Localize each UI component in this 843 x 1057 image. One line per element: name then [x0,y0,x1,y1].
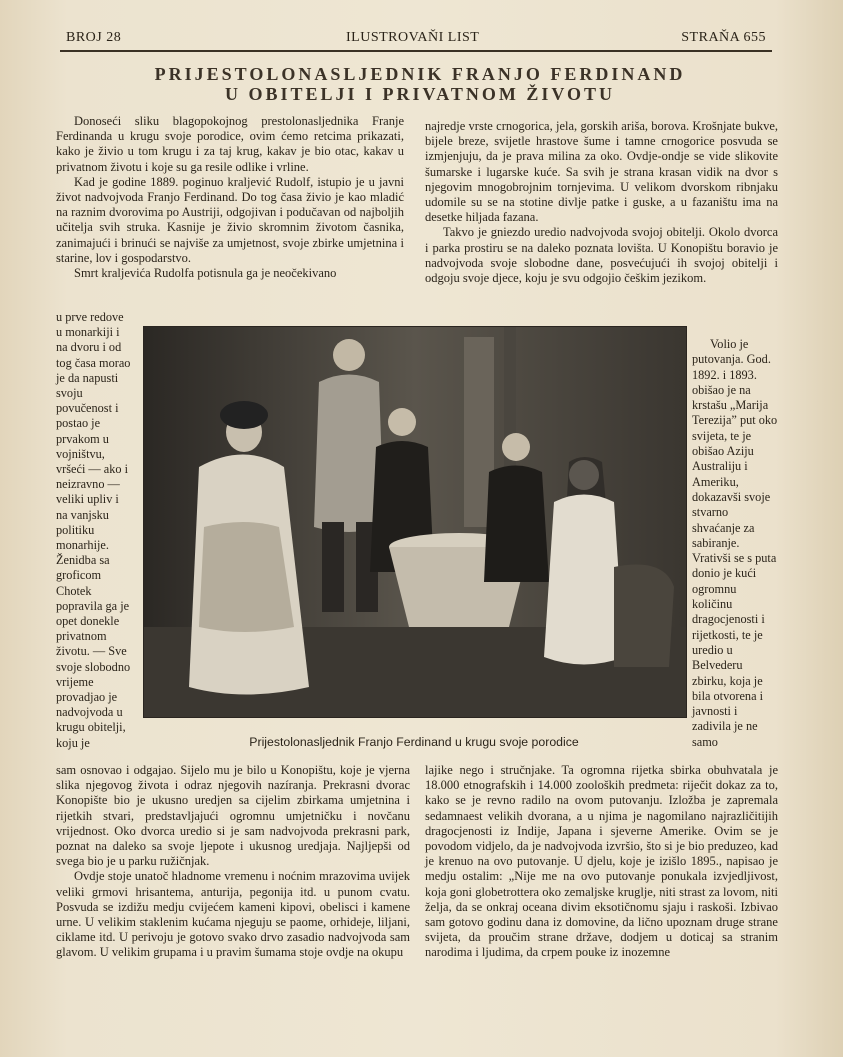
page-number: STRAŇA 655 [681,30,766,45]
title-line-2: U OBITELJI I PRIVATNOM ŽIVOTU [224,84,616,104]
header-rule [60,50,772,52]
paragraph: u prve redove u monarkiji i na dvoru i od tog časa morao je da napusti svoju povučenost i postao je prvakom u vojništvu, vršeći — ako i neizravno — veliki upliv i na vanjsku politiku monarhije. Ženidba sa groficom Chotek popravila ga je opet donekle privatnom životu. — Sve svoje slobodno vrijeme provadjao je nadvojvoda u krugu obitelji, koju je [56,310,131,750]
column-right-top [425,119,778,286]
paragraph: Volio je putovanja. God. 1892. i 1893. obišao je na krstašu „Marija Terezija” put oko svijeta, te je obišao Aziju Australiju i Ameriku, dokazavši svoje stvarno shvaćanje za sabiranje. Vrativši se s puta donio je kući ogromnu količinu dragocjenosti i rijetkosti, te je uredio u Belvederu zbirku, koja je bila otvorena i javnosti i zadivila je ne samo [692,337,778,749]
article-title [70,64,770,104]
column-left-bottom [56,763,410,961]
column-right-bottom [425,763,778,961]
photo-caption: Prijestolonasljednik Franjo Ferdinand u krugu svoje porodice [249,735,579,749]
paragraph: Ovdje stoje unatoč hladnome vremenu i noćnim mrazovima uvijek veliki grmovi hrisantema, anturija, pegonija itd. u punom cvatu. Posvuda se izdižu medju cvijećem kameni kipovi, obelisci i kamene urne. U velikim staklenim kućama njeguju se paome, orhideje, liljani, ciklame itd. U perivoju je gotovo svako drvo zasadio nadvojvoda sam glavom. U velikim grupama i u pravim šumama stoje ovdje na okupu [56,869,410,960]
paragraph: Takvo je gniezdo uredio nadvojvoda svojoj obitelji. Okolo dvorca i parka prostiru se na daleko poznata lovišta. U Konopištu boravio je nadvojvoda svoje slobodne dane, posvećujući ih svojoj obitelji i odgoju svoje djece, koju je svu odgojio češkim jezikom. [425,225,778,286]
title-line-1: PRIJESTOLONASLJEDNIK FRANJO FERDINAND [154,64,686,84]
paragraph: Smrt kraljevića Rudolfa potisnula ga je neočekivano [74,266,337,281]
paragraph: Donoseći sliku blagopokojnog prestolonasljednika Franje Ferdinanda u krugu svoje porodice, ovim ćemo retcima prikazati, kako je živio u tom krugu i za taj krug, kakav je bio otac, kakav u privatnom životu i koje su ga resile odlike i vrline. [56,114,404,174]
column-right-narrow [692,337,778,750]
paragraph: najredje vrste crnogorica, jela, gorskih ariša, borova. Krošnjate bukve, bijele breze, svijetle hrastove šume i tamne crnogorice posvuda se izmjenjuju, da je prava milina za oko. Ovdje-ondje se vide slikovite šumarske i lugarske kuće. Sa svih je strana krasan vidik na dvor s njegovim mnogobrojnim tornjevima. U velikom dvorskom ribnjaku udomile su se na stotine divlje patke i guske, a u fazaništu ima na desetke hiljada fazana. [425,119,778,225]
issue-number: BROJ 28 [66,30,122,45]
paragraph: sam osnovao i odgajao. Sijelo mu je bilo u Konopištu, koje je vjerna slika njegovog života i odraz njegovih nazíranja. Prekrasni dvorac Konopište bio je ukusno uredjen sa cijelim zbirkama umjetnina i rijetkih stvari, predstavljajući ogromnu umjetničku i novčanu vrijednost. Oko dvorca uredio si je sam nadvojvoda prekrasni park, poznat na daleko sa svoje ljepote i ukusnog uredjaja. Najljepši od svega bio je u parku ružičnjak. [56,763,410,869]
paragraph: lajike nego i stručnjake. Ta ogromna rijetka sbirka obuhvatala je 18.000 etnografskih i 14.000 zooloških predmeta: riječit dokaz za to, kako se je revno radilo na ovom putovanju. Izložba je zapremala sedamnaest velikih dvorana, a u njima je nagomilano najrazličitijih dragocjenosti iz Indije, Japana i sjeverne Amerike. Ovim se je povodom vidjelo, da je nadvojvoda izvršio, što si je bio preduzeo, kad je krenuo na ovo putovanje. U djelu, koje je izišlo 1895., napisao je medju ostalim: „Nije me na ovo putovanje ponukala izvjedljivost, koja goni globetrottera oko zemaljske kruglje, niti strast za lovom, niti želja, da se onkraj oceana divim eksotičnomu sjaju i raskoši. Izbivao sam gotovo godinu dana iz domovine, da lično upoznam druge strane svijeta, da proučim strane države, dodjem u doticaj sa stranim narodima i ljudima, da crpem pouke iz inozemne [425,763,778,960]
paragraph: Kad je godine 1889. poginuo kraljević Rudolf, istupio je u javni život nadvojvoda Franjo Ferdinand. Do tog časa živio je kao mladić na raznim dvorovima po Austriji, odgojivan i podučavan od najboljih učitelja svih struka. Kasnije je živio skromnim životom časnika, zanimajući i brinući se najviše za umjetnost, svoje zbirke umjetnina i starine, lov i gospodarstvo. [56,174,404,265]
family-photograph [143,326,687,718]
publication-name: ILUSTROVAŇI LIST [346,30,480,45]
family-photo-illustration [144,327,686,717]
column-left-top [56,114,404,281]
page-header [66,30,766,50]
column-left-narrow [56,310,132,751]
